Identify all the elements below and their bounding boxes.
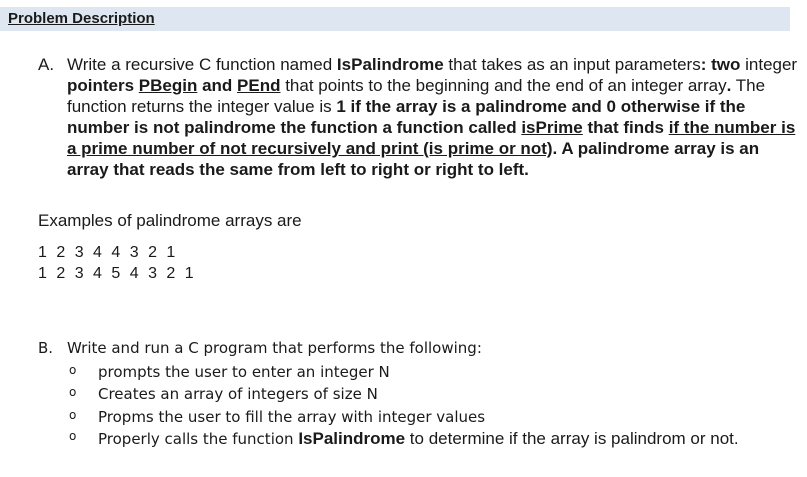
bullet-icon: o (69, 429, 77, 443)
text-run-bold: . (726, 75, 732, 95)
text-run: that takes as an input parameters (443, 55, 701, 74)
param-pbegin: PBegin (138, 75, 198, 95)
text-run: integer (740, 55, 798, 74)
text-run-bold: and (197, 75, 238, 95)
text-run: that points to the beginning and the end of an integer array (280, 75, 727, 95)
function-isprime: isPrime (521, 117, 583, 137)
function-name: IsPalindrome (298, 429, 406, 448)
text-run-bold: pointers (67, 75, 135, 95)
list-item-text: prompts the user to enter an integer N (98, 363, 390, 381)
examples-label: Examples of palindrome arrays are (38, 211, 302, 230)
section-b-marker: B. (38, 339, 54, 357)
section-a (38, 55, 798, 180)
param-pend: PEnd (237, 75, 281, 95)
section-b-heading: Write and run a C program that performs the following: (67, 339, 482, 357)
text-run: The function returns the integer value is (67, 75, 766, 116)
bullet-icon: o (69, 385, 77, 399)
text-run-underlined: if the number is a prime number of not recursively and print (is prime or not) (67, 117, 796, 158)
text-run-bold: 1 if the array is a palindrome and 0 otherwise if the number is not palindrome the function a function called (67, 96, 746, 137)
text-run-bold: : two (700, 55, 741, 74)
text-run: Properly calls the function (98, 430, 299, 448)
section-a-paragraph (67, 55, 798, 180)
section-header-bar (0, 7, 790, 31)
list-item-text: Propms the user to fill the array with integer values (98, 408, 486, 426)
function-name: IsPalindrome (336, 55, 444, 74)
example-array-1: 1 2 3 4 4 3 2 1 (38, 244, 178, 261)
bullet-icon: o (69, 363, 77, 377)
text-run: to determine if the array is palindrom or not. (405, 429, 739, 448)
text-run-bold: . A palindrome array is an array that reads the same from left to right or right to left. (67, 138, 760, 179)
section-a-marker: A. (38, 55, 55, 74)
section-b (38, 339, 798, 448)
section-title: Problem Description (8, 10, 155, 27)
bullet-icon: o (69, 408, 77, 422)
list-item-text: Creates an array of integers of size N (98, 385, 378, 403)
text-run-bold: that finds (582, 117, 669, 137)
example-array-2: 1 2 3 4 5 4 3 2 1 (38, 265, 197, 282)
list-item-text (98, 429, 739, 449)
text-run: Write a recursive C function named (67, 55, 337, 74)
